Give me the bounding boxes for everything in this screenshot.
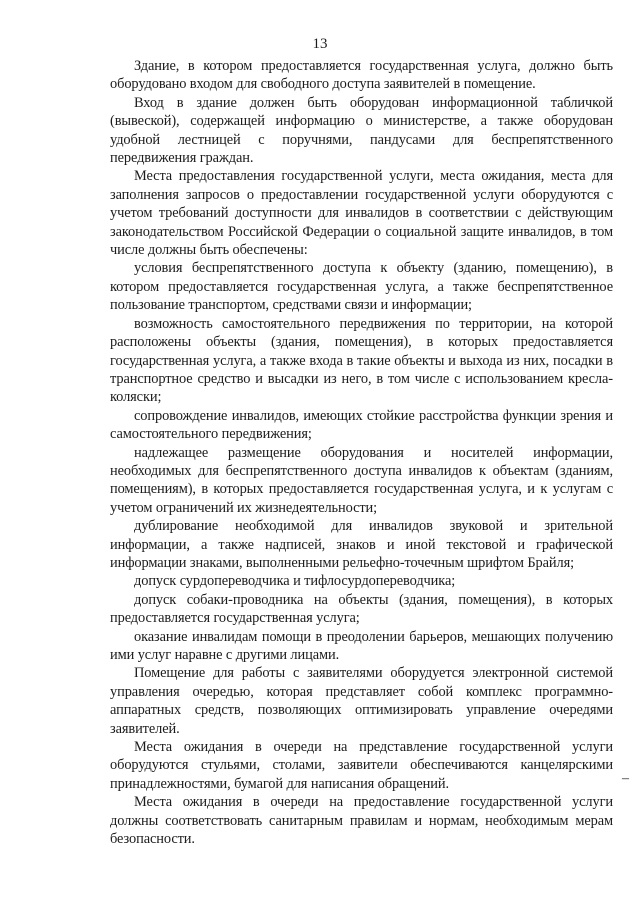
page-number: 13 — [312, 36, 328, 52]
paragraph-building-entrance: Здание, в котором предоставляется государственная услуга, должно быть оборудовано входом для свободного доступа заявителей в помещение. — [110, 58, 613, 93]
paragraph-list-item-unobstructed-access: условия беспрепятственного доступа к объекту (зданию, помещению), в котором предоставляется государственная услуга, а также беспрепятственное пользование транспортом, средствами связи и информации; — [110, 260, 613, 314]
paragraph-entrance-signage: Вход в здание должен быть оборудован информационной табличкой (вывеской), содержащей информацию о министерстве, а также оборудован удобной лестницей с поручнями, пандусами для беспрепятственного передвижения граждан. — [110, 94, 613, 167]
paragraph-list-item-independent-movement: возможность самостоятельного передвижения по территории, на которой расположены объекты (здания, помещения), в которых предоставляется государственная услуга, а также входа в такие объекты и выхода из них, посадки в транспортное средство и высадки из него, в том числе с использованием кресла-коляски; — [110, 315, 613, 406]
document-body — [110, 57, 613, 848]
paragraph-list-item-braille-duplication: дублирование необходимой для инвалидов звуковой и зрительной информации, а также надписей, знаков и иной текстовой и графической информации знаками, выполненными рельефно-точечным шрифтом Брайля; — [110, 518, 613, 571]
paragraph-accessibility-requirements: Места предоставления государственной услуги, места ожидания, места для заполнения запросов о предоставлении государственной услуги оборудуются с учетом требований доступности для инвалидов в соответствии с действующим законодательством Российской Федерации о социальной защите инвалидов, в том числе должны быть обеспечены: — [110, 168, 613, 259]
paragraph-waiting-area-sanitary: Места ожидания в очереди на предоставление государственной услуги должны соответствовать санитарным правилам и нормам, необходимым мерам безопасности. — [110, 794, 613, 848]
paragraph-waiting-area-furniture: Места ожидания в очереди на представление государственной услуги оборудуются стульями, столами, заявители обеспечиваются канцелярскими принадлежностями, бумагой для написания обращений. — [110, 739, 613, 792]
paragraph-queue-system: Помещение для работы с заявителями оборудуется электронной системой управления очередью, которая представляет собой комплекс программно-аппаратных средств, позволяющих оптимизировать управление очередями заявителей. — [110, 665, 613, 737]
paragraph-list-item-barrier-assistance: оказание инвалидам помощи в преодолении барьеров, мешающих получению ими услуг наравне с другими лицами. — [110, 628, 613, 663]
paragraph-list-item-equipment-placement: надлежащее размещение оборудования и носителей информации, необходимых для беспрепятственного доступа инвалидов к объектам (зданиям, помещениям), в которых предоставляется государственная услуга, и к услугам с учетом ограничений их жизнедеятельности; — [110, 444, 613, 516]
paragraph-list-item-guide-dog: допуск собаки-проводника на объекты (здания, помещения), в которых предоставляется государственная услуга; — [110, 591, 613, 627]
paragraph-list-item-sign-interpreter: допуск сурдопереводчика и тифлосурдопереводчика; — [134, 573, 456, 590]
paragraph-list-item-escort: сопровождение инвалидов, имеющих стойкие расстройства функции зрения и самостоятельного передвижения; — [110, 407, 613, 443]
margin-mark: – — [622, 771, 629, 786]
